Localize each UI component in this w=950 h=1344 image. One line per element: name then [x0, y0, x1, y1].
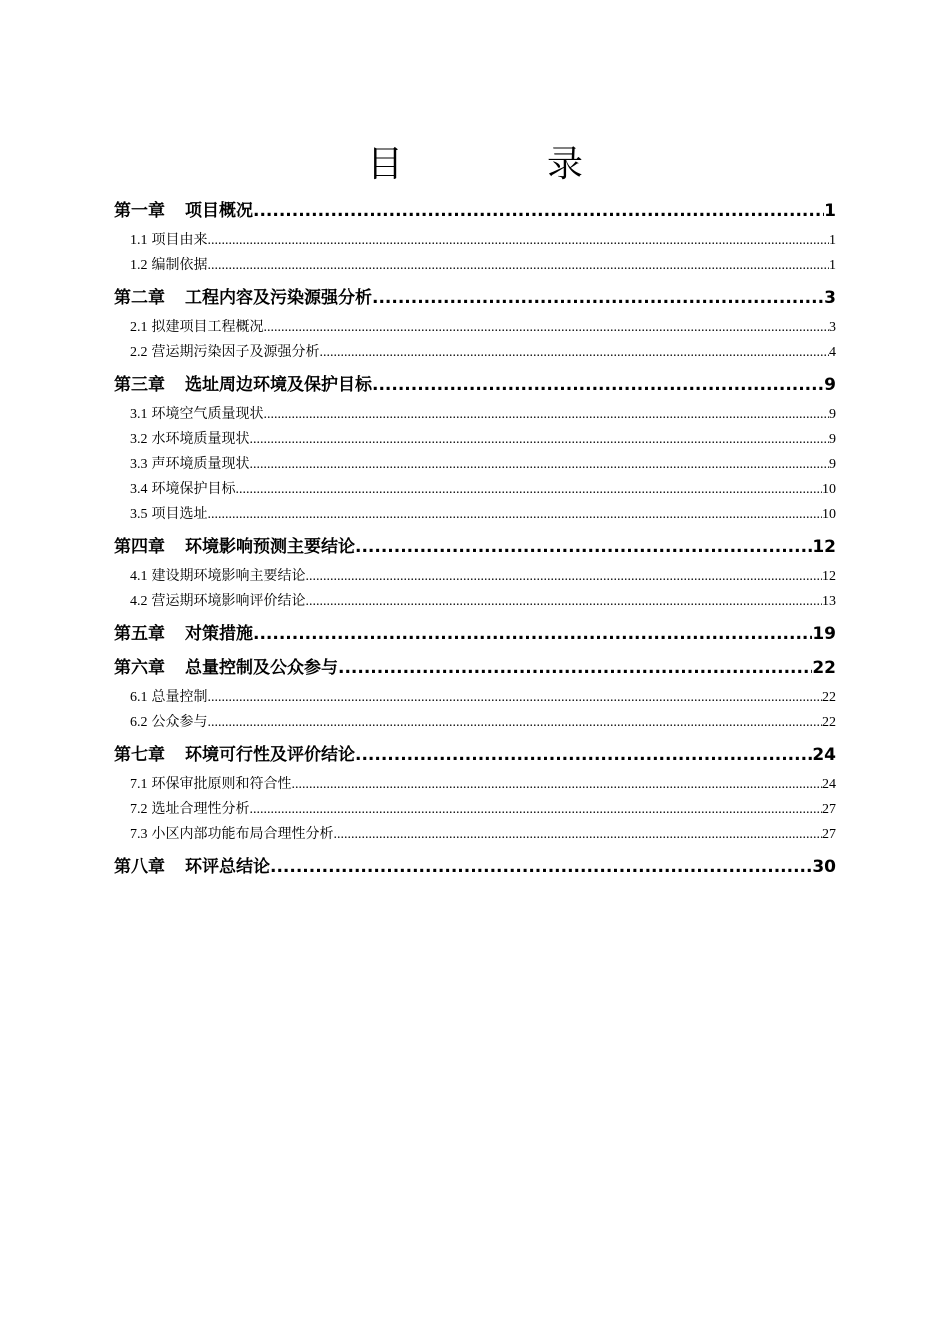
toc-entry-number: 3.5 — [130, 507, 148, 522]
dot-leader — [320, 340, 830, 365]
toc-entry-label — [130, 564, 306, 589]
toc-entry-label — [130, 502, 208, 527]
toc-entry-label — [130, 710, 208, 735]
toc-entry-number: 7.1 — [130, 777, 148, 792]
toc-entry-number: 4.2 — [130, 594, 148, 609]
toc-page-number: 10 — [822, 507, 836, 522]
toc-entry-label — [130, 589, 306, 614]
toc-entry-label — [130, 315, 264, 340]
dot-leader — [208, 253, 830, 278]
toc-entry-text: 项目由来 — [151, 233, 208, 248]
dot-leader — [338, 651, 812, 685]
toc-entry-label — [130, 402, 264, 427]
toc-entry-number: 第一章 — [114, 201, 165, 221]
dot-leader — [334, 822, 823, 847]
toc-entry-text: 水环境质量现状 — [151, 432, 250, 447]
toc-page-number: 10 — [822, 482, 836, 497]
dot-leader — [292, 772, 823, 797]
toc-chapter-entry[interactable] — [114, 850, 836, 884]
toc-entry-number: 3.3 — [130, 457, 148, 472]
toc-entry-label — [114, 617, 253, 651]
toc-entry-number: 第八章 — [114, 857, 165, 877]
toc-page-number: 1 — [829, 233, 836, 248]
toc-entry-text: 编制依据 — [151, 258, 208, 273]
dot-leader — [250, 427, 830, 452]
toc-entry-number: 7.3 — [130, 827, 148, 842]
toc-page-number: 13 — [822, 594, 836, 609]
toc-entry-label — [130, 822, 334, 847]
toc-entry-label — [130, 477, 236, 502]
dot-leader — [208, 502, 823, 527]
toc-section-entry[interactable] — [114, 564, 836, 589]
toc-entry-label — [114, 281, 372, 315]
toc-entry-text: 环评总结论 — [185, 857, 270, 877]
toc-entry-number: 第三章 — [114, 375, 165, 395]
toc-entry-label — [130, 797, 250, 822]
toc-chapter-entry[interactable] — [114, 194, 836, 228]
toc-entry-text: 声环境质量现状 — [151, 457, 250, 472]
toc-entry-number: 1.1 — [130, 233, 148, 248]
toc-section-entry[interactable] — [114, 228, 836, 253]
toc-page-number: 1 — [829, 258, 836, 273]
dot-leader — [264, 402, 830, 427]
toc-entry-number: 3.4 — [130, 482, 148, 497]
dot-leader — [208, 685, 823, 710]
dot-leader — [372, 281, 824, 315]
toc-page-number: 24 — [812, 745, 836, 765]
toc-entry-number: 第六章 — [114, 658, 165, 678]
toc-chapter-entry[interactable] — [114, 738, 836, 772]
dot-leader — [355, 530, 812, 564]
dot-leader — [372, 368, 824, 402]
toc-entry-label — [130, 685, 208, 710]
toc-section-entry[interactable] — [114, 477, 836, 502]
toc-entry-text: 营运期环境影响评价结论 — [151, 594, 306, 609]
dot-leader — [208, 710, 823, 735]
toc-entry-label — [114, 194, 253, 228]
toc-entry-text: 总量控制及公众参与 — [185, 658, 338, 678]
toc-section-entry[interactable] — [114, 772, 836, 797]
dot-leader — [270, 850, 812, 884]
toc-section-entry[interactable] — [114, 340, 836, 365]
table-of-contents — [114, 194, 836, 884]
dot-leader — [264, 315, 830, 340]
toc-section-entry[interactable] — [114, 822, 836, 847]
toc-entry-label — [130, 772, 292, 797]
toc-chapter-entry[interactable] — [114, 530, 836, 564]
toc-page-number: 9 — [829, 432, 836, 447]
toc-page-number: 1 — [824, 201, 836, 221]
toc-page-number: 24 — [822, 777, 836, 792]
toc-entry-text: 公众参与 — [151, 715, 208, 730]
toc-chapter-entry[interactable] — [114, 368, 836, 402]
toc-entry-number: 6.2 — [130, 715, 148, 730]
toc-entry-number: 6.1 — [130, 690, 148, 705]
toc-entry-label — [114, 738, 355, 772]
toc-entry-text: 环境可行性及评价结论 — [185, 745, 355, 765]
toc-entry-number: 第四章 — [114, 537, 165, 557]
toc-page-number: 30 — [812, 857, 836, 877]
toc-page-number: 4 — [829, 345, 836, 360]
toc-section-entry[interactable] — [114, 427, 836, 452]
toc-chapter-entry[interactable] — [114, 281, 836, 315]
toc-entry-text: 总量控制 — [151, 690, 208, 705]
toc-entry-number: 7.2 — [130, 802, 148, 817]
toc-entry-text: 建设期环境影响主要结论 — [151, 569, 306, 584]
dot-leader — [208, 228, 830, 253]
toc-page-number: 12 — [812, 537, 836, 557]
toc-page-number: 27 — [822, 802, 836, 817]
toc-title: 目 录 — [366, 144, 637, 185]
dot-leader — [355, 738, 812, 772]
toc-entry-label — [114, 651, 338, 685]
toc-section-entry[interactable] — [114, 452, 836, 477]
toc-entry-label — [130, 452, 250, 477]
toc-section-entry[interactable] — [114, 253, 836, 278]
toc-entry-number: 3.2 — [130, 432, 148, 447]
toc-entry-text: 拟建项目工程概况 — [151, 320, 264, 335]
dot-leader — [253, 617, 812, 651]
toc-page-number: 3 — [829, 320, 836, 335]
toc-entry-label — [130, 427, 250, 452]
toc-chapter-entry[interactable] — [114, 651, 836, 685]
toc-section-entry[interactable] — [114, 685, 836, 710]
toc-section-entry[interactable] — [114, 502, 836, 527]
toc-page-number: 22 — [822, 690, 836, 705]
toc-entry-label — [130, 228, 208, 253]
toc-page-number: 22 — [812, 658, 836, 678]
toc-page-number: 9 — [824, 375, 836, 395]
toc-section-entry[interactable] — [114, 710, 836, 735]
toc-page-number: 9 — [829, 457, 836, 472]
toc-section-entry[interactable] — [114, 402, 836, 427]
dot-leader — [306, 564, 823, 589]
toc-entry-text: 环保审批原则和符合性 — [151, 777, 292, 792]
toc-entry-text: 选址周边环境及保护目标 — [185, 375, 372, 395]
toc-entry-text: 项目选址 — [151, 507, 208, 522]
dot-leader — [250, 797, 823, 822]
toc-entry-number: 1.2 — [130, 258, 148, 273]
toc-entry-text: 环境影响预测主要结论 — [185, 537, 355, 557]
toc-entry-number: 第五章 — [114, 624, 165, 644]
toc-entry-label — [114, 530, 355, 564]
toc-entry-text: 工程内容及污染源强分析 — [185, 288, 372, 308]
toc-entry-label — [114, 368, 372, 402]
toc-entry-text: 项目概况 — [185, 201, 253, 221]
toc-section-entry[interactable] — [114, 315, 836, 340]
toc-page-number: 9 — [829, 407, 836, 422]
toc-page-number: 3 — [824, 288, 836, 308]
dot-leader — [236, 477, 823, 502]
toc-entry-text: 环境保护目标 — [151, 482, 236, 497]
toc-entry-text: 小区内部功能布局合理性分析 — [151, 827, 334, 842]
toc-entry-number: 第二章 — [114, 288, 165, 308]
toc-entry-label — [130, 340, 320, 365]
toc-page-number: 22 — [822, 715, 836, 730]
toc-entry-number: 2.2 — [130, 345, 148, 360]
toc-entry-number: 3.1 — [130, 407, 148, 422]
toc-section-entry[interactable] — [114, 797, 836, 822]
toc-entry-number: 4.1 — [130, 569, 148, 584]
toc-entry-number: 2.1 — [130, 320, 148, 335]
toc-page-number: 19 — [812, 624, 836, 644]
toc-entry-text: 营运期污染因子及源强分析 — [151, 345, 320, 360]
dot-leader — [306, 589, 823, 614]
toc-page-number: 12 — [822, 569, 836, 584]
toc-chapter-entry[interactable] — [114, 617, 836, 651]
toc-entry-text: 对策措施 — [185, 624, 253, 644]
toc-section-entry[interactable] — [114, 589, 836, 614]
toc-entry-number: 第七章 — [114, 745, 165, 765]
dot-leader — [250, 452, 830, 477]
dot-leader — [253, 194, 824, 228]
toc-page-number: 27 — [822, 827, 836, 842]
toc-entry-text: 环境空气质量现状 — [151, 407, 264, 422]
toc-entry-text: 选址合理性分析 — [151, 802, 250, 817]
toc-entry-label — [114, 850, 270, 884]
toc-entry-label — [130, 253, 208, 278]
